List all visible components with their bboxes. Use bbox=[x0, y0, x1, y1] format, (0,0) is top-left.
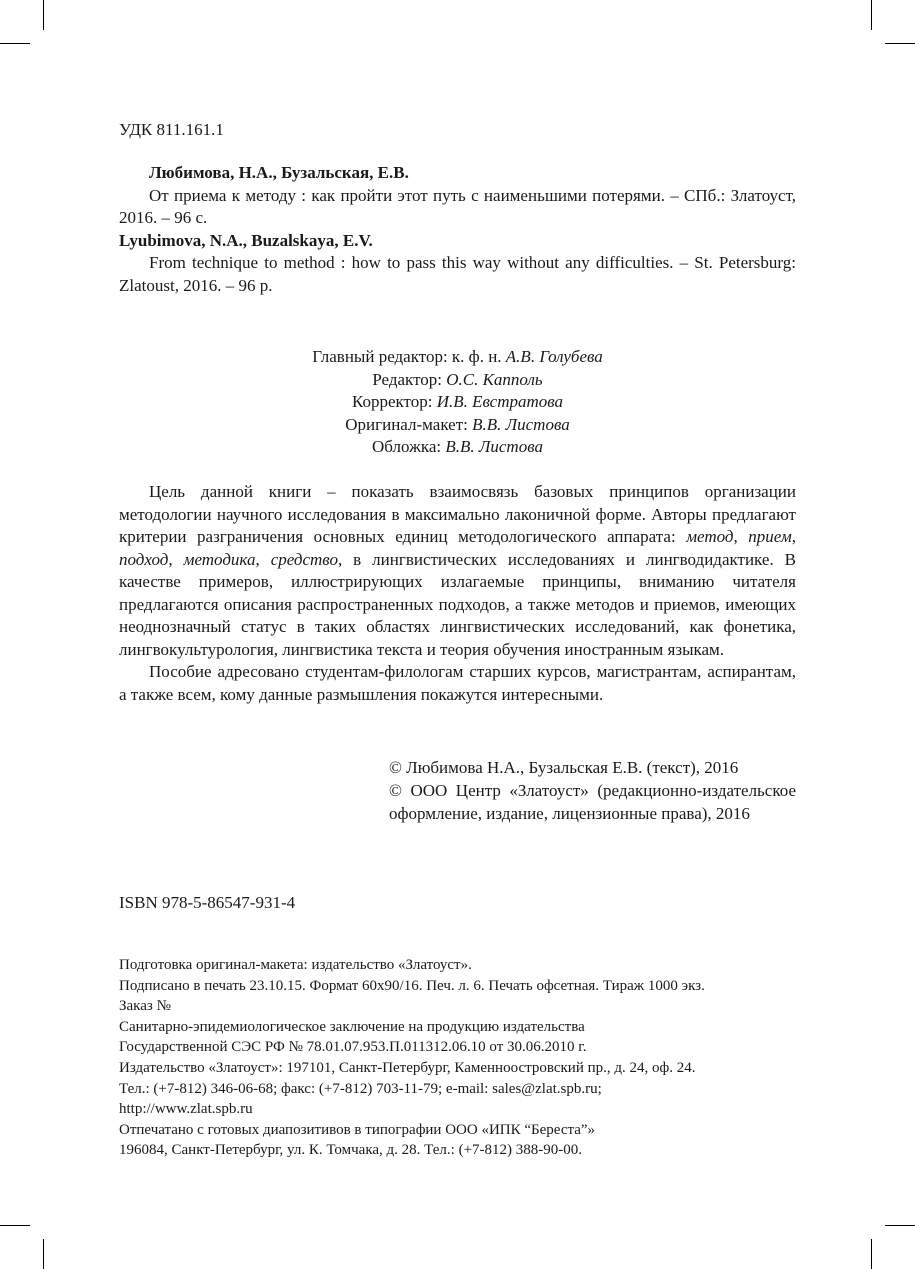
imprint-line: Тел.: (+7-812) 346-06-68; факс: (+7-812) 703-11-79; e-mail: sales@zlat.spb.ru; bbox=[119, 1080, 602, 1097]
abstract bbox=[119, 481, 796, 706]
imprint-line: Подписано в печать 23.10.15. Формат 60х90/16. Печ. л. 6. Печать офсетная. Тираж 1000 экз. bbox=[119, 977, 705, 994]
ru-title: От приема к методу : как пройти этот путь с наименьшими потерями. – СПб.: Златоуст, 2016. – 96 с. bbox=[119, 185, 796, 227]
imprint bbox=[119, 955, 796, 1161]
imprint-line: Санитарно-эпидемиологическое заключение на продукцию издательства bbox=[119, 1018, 585, 1035]
editorial-staff bbox=[119, 346, 796, 459]
ru-authors: Любимова, Н.А., Бузальская, Е.В. bbox=[149, 163, 409, 182]
imprint-line: Государственной СЭС РФ № 78.01.07.953.П.011312.06.10 от 30.06.2010 г. bbox=[119, 1039, 587, 1056]
staff-layout: Оригинал-макет: В.В. Листова bbox=[345, 414, 570, 434]
imprint-line: Подготовка оригинал-макета: издательство «Златоуст». bbox=[119, 957, 472, 973]
imprint-line: http://www.zlat.spb.ru bbox=[119, 1101, 253, 1118]
crop-mark-bottom-right-vertical bbox=[871, 1239, 872, 1269]
staff-chief-editor: Главный редактор: к. ф. н. А.В. Голубева bbox=[312, 347, 603, 366]
crop-mark-top-left-horizontal bbox=[0, 43, 30, 44]
abstract-paragraph-1: Цель данной книги – показать взаимосвязь базовых принципов организации методологии научного исследования в максимально лаконичной форме. Авторы предлагают критерии разграничения основных единиц методологического аппарата: метод, прием, подход, методика, средство, в лингвистических исследованиях и лингводидактике. В качестве примеров, иллюстрирующих излагаемые принципы, вниманию читателя предлагаются описания распространенных подходов, а также методов и приемов, имеющих неоднозначный статус в таких областях лингвистических исследований, как фонетика, лингвокультурология, лингвистика текста и теория обучения иностранным языкам. bbox=[119, 482, 797, 659]
imprint-line: 196084, Санкт-Петербург, ул. К. Томчака, д. 28. Тел.: (+7-812) 388-90-00. bbox=[119, 1142, 583, 1159]
udk-code: УДК 811.161.1 bbox=[119, 120, 224, 139]
imprint-line: Издательство «Златоуст»: 197101, Санкт-Петербург, Каменноостровский пр., д. 24, оф. 24. bbox=[119, 1059, 696, 1076]
crop-mark-top-right-vertical bbox=[871, 0, 872, 30]
crop-mark-bottom-right-horizontal bbox=[885, 1225, 915, 1226]
copyright-publisher: © ООО Центр «Златоуст» (редакционно-издательское оформление, издание, лицензионные права), 2016 bbox=[389, 781, 796, 823]
crop-mark-top-left-vertical bbox=[43, 0, 44, 30]
staff-proofreader: Корректор: И.В. Евстратова bbox=[351, 392, 564, 411]
isbn: ISBN 978-5-86547-931-4 bbox=[119, 893, 296, 912]
copyright-text: © Любимова Н.А., Бузальская Е.В. (текст), 2016 bbox=[389, 758, 739, 777]
en-authors: Lyubimova, N.A., Buzalskaya, E.V. bbox=[119, 230, 373, 250]
imprint-line: Заказ № bbox=[119, 998, 171, 1015]
crop-mark-bottom-left-vertical bbox=[43, 1239, 44, 1269]
crop-mark-bottom-left-horizontal bbox=[0, 1225, 30, 1226]
bibliographic-references bbox=[119, 162, 796, 297]
staff-cover: Обложка: В.В. Листова bbox=[372, 437, 543, 456]
abstract-paragraph-2: Пособие адресовано студентам-филологам старших курсов, магистрантам, аспирантам, а также всем, кому данные размышления покажутся интересными. bbox=[119, 662, 796, 704]
en-title: From technique to method : how to pass this way without any difficulties. – St. Petersburg: Zlatoust, 2016. – 96 p. bbox=[119, 253, 796, 295]
crop-mark-top-right-horizontal bbox=[885, 43, 915, 44]
copyright-block bbox=[389, 756, 796, 825]
staff-editor: Редактор: О.С. Капполь bbox=[372, 369, 543, 389]
imprint-line: Отпечатано с готовых диапозитивов в типографии ООО «ИПК “Береста”» bbox=[119, 1121, 596, 1138]
